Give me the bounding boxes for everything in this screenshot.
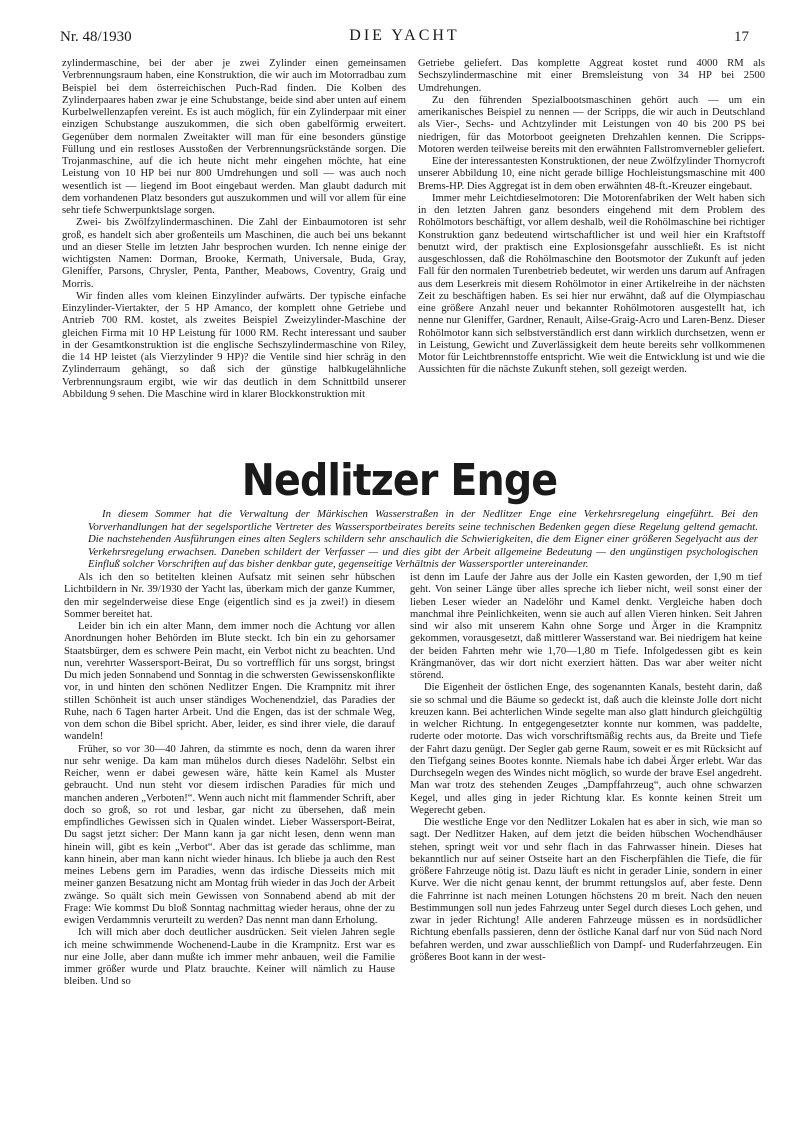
paragraph: ist denn im Laufe der Jahre aus der Jolle ein Kasten geworden, der 1,90 m tief geht. Von seiner Länge über alles spreche ich lieber nicht, weil sonst einer der lieben Leser wieder an Nadelöhr und Kamel denkt. Vergleiche haben doch manchmal ihre Peinlichkeiten, wenn sie auch auf allen Vieren hinken. Seit Jahren sind wir also mit unserem Kahn ohne Sorge und Ärger in die Krampnitz gekommen, vorausgesetzt, daß mittlerer Wasserstand war. Bei niedrigem hat keine der beiden Fahrten mehr wie 1,70—1,80 m Tiefe. Infolgedessen gibt es kein Krängmanöver, das wir dort nicht exerziert hätten. Das war aber weiter nicht störend.: [410, 572, 762, 681]
paragraph: Wir finden alles vom kleinen Einzylinder aufwärts. Der typische einfache Einzylinder-Viertakter, der 5 HP Amanco, der komplett ohne Getriebe und Antrieb 700 RM. kostet, als zweites Beispiel Zweizylinder-Maschine der gleichen Firma mit 10 HP Leistung für 1000 RM. Recht interessant und sauber in der Gesamtkonstruktion ist die englische Sechszylindermaschine von Riley, die 14 HP leistet (als Vierzylinder 9 HP)? die Ventile sind hier schräg in den Zylinderraum gehängt, so daß sich der günstige halbkugelähnliche Verbrennungsraum ergibt, wie wir das deutlich in dem Schnittbild unserer Abbildung 9 sehen. Die Maschine wird in klarer Blockkonstruktion mit: [62, 290, 406, 400]
paragraph: Früher, so vor 30—40 Jahren, da stimmte es noch, denn da waren ihrer nur sehr wenige. Da kam man mühelos durch dieses Nadelöhr. Selbst ein Reicher, wenn er dabei gewesen wäre, hätte kein Kamel als Muster gebraucht. Und nun steht vor diesem irdischen Paradies für mich und manchen anderen „Verboten!“. Wenn auch nicht mit flammender Schrift, aber doch so groß, so rot und lesbar, gar nicht zu übersehen, daß mein empfindliches Gewissen sich in Qualen windet. Lieber Wassersport-Beirat, Du sagst jetzt sicher: Der Mann kann ja gar nicht lesen, denn wenn man hinein will, gibt es kein „Verbot“. Aber das ist gerade das schlimme, man kann hinein, aber man kann nicht wieder hinaus. Ich bliebe ja auch den Rest meines Lebens gern im Paradies, wenn das irdische Diesseits mich mit meiner ganzen Besatzung nicht am Montag früh wieder in das Joch der Arbeit zwänge. So quält sich mein Gewissen von Sonnabend abend ab mit der Frage: Wie kommst Du bloß Sonntag nachmittag wieder heraus, ohne der zu ewigen Verdammnis verurteilt zu werden? Das nennt man dann Erholung.: [64, 743, 395, 926]
column-bottom-right: [410, 572, 762, 964]
paragraph: Leider bin ich ein alter Mann, dem immer noch die Achtung vor allen Anordnungen hoher Behörden im Blute steckt. Ich bin ein zu gehorsamer Staatsbürger, dem es schwere Pein macht, ein Verbot nicht zu beachten. Und nun, verehrter Wassersport-Beirat, Du so vortrefflich für uns sorgst, bringst Du mich jeden Sonnabend und Sonntag in die schwersten Gewissenskonflikte vor, in und hinten den schönen Nedlitzer Engen. Die Krampnitz mit ihrer stillen Schönheit ist auch unser ständiges Wochenendziel, das Paradies der Ruhe, nach 6 Tagen harter Arbeit. Und die Engen, das ist der schmale Weg, von dem schon die Bibel spricht. Aber, leider, es sind ihrer viele, die darauf wandeln!: [64, 621, 395, 743]
paragraph: Zu den führenden Spezialbootsmaschinen gehört auch — um ein amerikanisches Beispiel zu nennen — der Scripps, die wir auch in Deutschland als Vier-, Sechs- und Achtzylinder mit Leistungen von 40 bis 200 PS bei niedrigen, für das Motorboot geeigneten Drehzahlen kennen. Die Scripps-Motoren werden teilweise bereits mit den erwähnten Fallstromvernebler geliefert.: [418, 94, 765, 155]
paragraph: Zwei- bis Zwölfzylindermaschinen. Die Zahl der Einbaumotoren ist sehr groß, es handelt sich aber großenteils um Maschinen, die auch bei uns bekannt und an dieser Stelle im letzten Jahr besprochen wurden. Ich nenne einige der wichtigsten Namen: Dorman, Brooke, Kermath, Universale, Buda, Gray, Gleniffer, Parsons, Chrysler, Penta, Panther, Meabows, Coventry, Graig und Morris.: [62, 217, 406, 290]
paragraph: Getriebe geliefert. Das komplette Aggreat kostet rund 4000 RM als Sechszylindermaschine mit einer Bremsleistung von 34 HP bei 2500 Umdrehungen.: [418, 58, 765, 94]
article-title: Nedlitzer Enge: [241, 455, 558, 506]
article-lead: [88, 508, 758, 571]
lead-paragraph: In diesem Sommer hat die Verwaltung der Märkischen Wasserstraßen in der Nedlitzer Enge eine Verkehrsregelung eingeführt. Bei den Vorverhandlungen hat der segelsportliche Vertreter des Wassersportbeirates bereits seine technischen Bedenken gegen diese Regelung geltend gemacht. Die nachstehenden Ausführungen eines alten Seglers schildern sehr anschaulich die Schwierigkeiten, die dem Eigner einer größeren Segelyacht aus der Verkehrsregelung erwachsen. Daneben schildert der Verfasser — und dies gibt der Arbeit allgemeine Bedeutung — den ungünstigen psychologischen Einfluß solcher Vorschriften auf das bisher denkbar gute, gegenseitige Verhältnis der Wassersportler untereinander.: [88, 508, 758, 570]
paragraph: Immer mehr Leichtdieselmotoren: Die Motorenfabriken der Welt haben sich in den letzten Jahren ganz besonders eingehend mit dem Problem des Rohölmotors beschäftigt, vor allem deshalb, weil die Rohölmaschine bei richtiger Konstruktion ganz bedeutend wirtschaftlicher ist und weil hier ein Kraftstoff benutzt wird, der praktisch eine Explosionsgefahr ausschließt. Es ist nicht ausgeschlossen, daß die Rohölmaschine den Bootsmotor der Zukunft auf jeden Fall für den normalen Turenbetrieb bedeutet, wir werden uns darum auf Anfragen aus dem Leserkreis mit diesem Rohölmotor in einer Artikelreihe in der nächsten Zeit zu beschäftigen haben. Es sei hier nur erwähnt, daß auf die Olympiaschau eine größere Anzahl neuer und bekannter Rohölmotoren ausgestellt hat, ich nenne nur Gleniffer, Gardner, Renault, Ailse-Graig-Acro und Laren-Benz. Dieser Rohölmotor kann sich selbstverständlich erst dann wirklich durchsetzen, wenn er in Leistung, Gewicht und Zuverlässigkeit dem heute bereits sehr vollkommenen Motor für Leichtbrennstoffe entspricht. Wie weit die Entwicklung ist und wie die Aussichten für die nächste Zukunft stehen, soll gezeigt werden.: [418, 192, 765, 376]
paragraph: zylindermaschine, bei der aber je zwei Zylinder einen gemeinsamen Verbrennungsraum haben, eine Konstruktion, die wir auch im Motorradbau zum Beispiel bei dem österreichischen Puch-Rad finden. Die Kolben des Zylinderpaares haben zwar je eine Schubstange, beide sind aber unten auf einem Kurbelwellenzapfen vereint. Es ist auch möglich, für ein Zylinderpaar mit einer einzigen Schubstange auszukommen, die sich oben gabelförmig erweitert. Gegenüber dem normalen Zweitakter will man für eine besonders günstige Füllung und ein restloses Ausstoßen der Verbrennungsrückstände sorgen. Die Trojanmaschine, auf die ich heute nicht mehr eingehen möchte, hat eine Leistung von 10 HP bei nur 800 Umdrehungen und soll — was auch noch wesentlich ist — liegend im Boot eingebaut werden. Man glaubt dadurch mit dem vorhandenen Platz besonders gut auszukommen und will vor allem für eine sehr tiefe Schwerpunktslage sorgen.: [62, 58, 406, 216]
page-number: 17: [734, 29, 749, 45]
magazine-title: DIE YACHT: [349, 27, 460, 44]
paragraph: Eine der interessantesten Konstruktionen, der neue Zwölfzylinder Thornycroft unserer Abbildung 10, eine nicht gerade billige Hochleistungsmaschine mit 400 Brems-HP. Dies Aggregat ist in dem oben erwähnten 48-ft.-Kreuzer eingebaut.: [418, 156, 765, 192]
paragraph: Die westliche Enge vor den Nedlitzer Lokalen hat es aber in sich, wie man so sagt. Der Nedlitzer Haken, auf dem jetzt die beiden hübschen Wochendhäuser stehen, springt weit vor und sehr flach in das Fahrwasser hinein. Dieses hat bekanntlich nur auf seiner Ostseite hart an den Fischerpfählen die Tiefe, die für größere Fahrzeuge nötig ist. Dazu läuft es nicht in gerader Linie, sondern in einer Kurve. Wer die nicht genau kennt, der brummt rettungslos auf, aber feste. Denn die Fahrrinne ist nach meinen Lotungen höchstens 20 m breit. Nach den neuen Bestimmungen soll nun jedes Fahrzeug unter Segel durch dieses Loch gehen, und zwar in jeder Richtung! Alle anderen Fahrzeuge müssen es in nordsüdlicher Richtung ebenfalls passieren, denn der östliche Kanal darf nur von Süd nach Nord befahren werden, und zwar ausschließlich von Dampf- und Ruderfahrzeugen. Ein größeres Boot kann in der west-: [410, 817, 762, 963]
column-bottom-left: [64, 572, 395, 989]
paragraph: Als ich den so betitelten kleinen Aufsatz mit seinen sehr hübschen Lichtbildern in Nr. 39/1930 der Yacht las, überkam mich der ganze Kummer, den mir segelnderweise diese Enge (eigentlich sind es ja zwei!) in diesem Sommer bereitet hat.: [64, 572, 395, 620]
paragraph: Ich will mich aber doch deutlicher ausdrücken. Seit vielen Jahren segle ich meine schwimmende Wochenend-Laube in die Krampnitz. Erst war es nur eine Jolle, aber dann mußte ich immer mehr anbauen, weil die Familie immer größer wurde und Platz brauchte. Keiner will nämlich zu Hause bleiben. Und so: [64, 927, 395, 988]
column-top-right: [418, 58, 765, 377]
issue-number: Nr. 48/1930: [60, 29, 132, 45]
paragraph: Die Eigenheit der östlichen Enge, des sogenannten Kanals, besteht darin, daß sie so schmal und die Bäume so gedeckt ist, daß auch die kleinste Jolle dort nicht kreuzen kann. Bei achterlichen Winde segelte man also glatt hindurch gleichgültig in welcher Richtung. In entgegengesetzter konnte nur kommen, was paddelte, ruderte oder motorte. Das wich vorschriftsmäßig rechts aus, da Breite und Tiefe der Fahrt dazu genügt. Der Segler gab gerne Raum, soweit er es mit Rücksicht auf den Tiefgang seines Bootes konnte. Niemals habe ich dabei Ärger erlebt. War das Durchsegeln wegen des Windes nicht möglich, so wurde der brave Esel angedreht. Man war trotz des stehenden Zeuges „Dampffahrzeug“, auch ohne schwarzen Kegel, und alles ging in jeder Richtung klar. Es konnte keinen Streit um Wegerecht geben.: [410, 682, 762, 816]
page-header: [60, 25, 749, 53]
column-top-left: [62, 58, 406, 401]
